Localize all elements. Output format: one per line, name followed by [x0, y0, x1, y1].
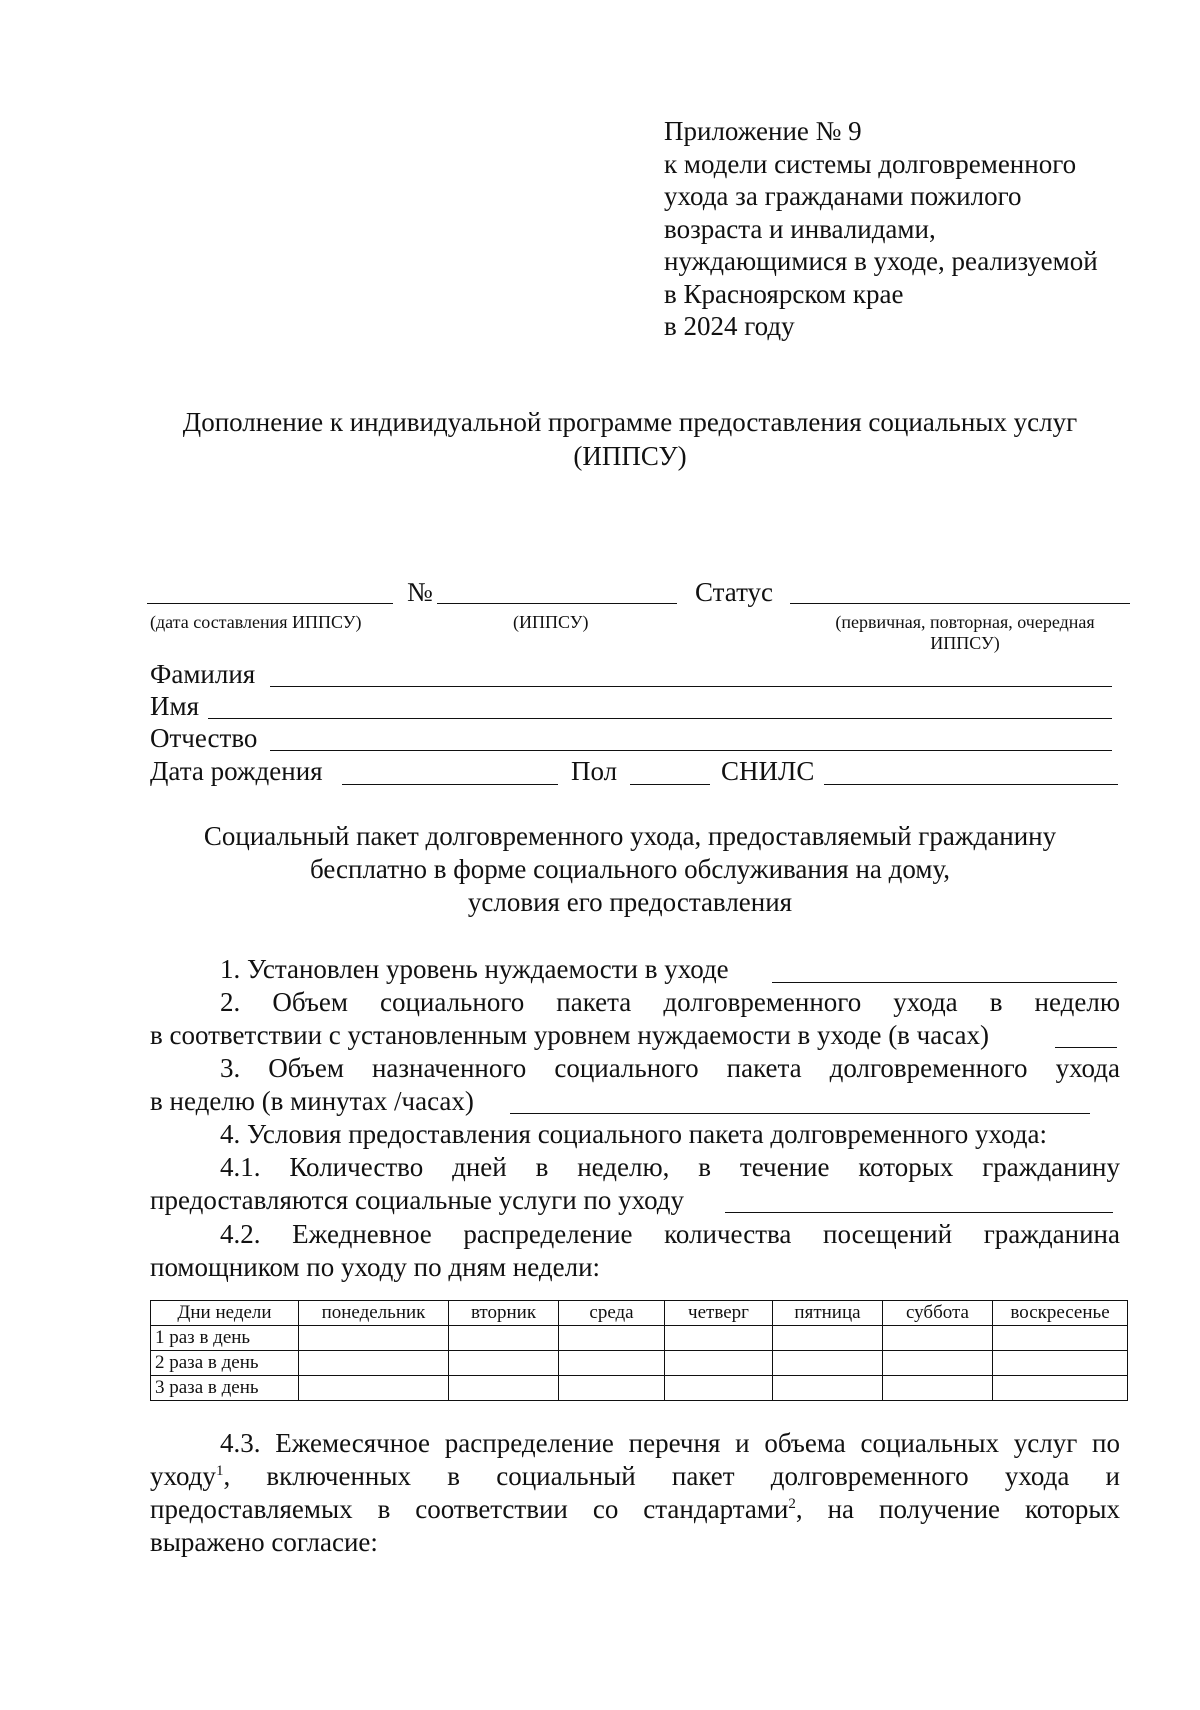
date-field[interactable]: [147, 603, 393, 604]
item-4-text: 4. Условия предоставления социального пакета долговременного ухода:: [220, 1119, 1047, 1149]
table-cell[interactable]: [993, 1376, 1128, 1401]
table-cell[interactable]: [665, 1376, 773, 1401]
table-row: [151, 1326, 1128, 1351]
item-4-3-line2-a: уходу: [150, 1461, 216, 1491]
table-header-cell: воскресенье: [993, 1301, 1128, 1326]
item-4-3-line2: [150, 1460, 1120, 1493]
table-header-cell: Дни недели: [151, 1301, 299, 1326]
ippsu-caption: (ИППСУ): [513, 612, 589, 632]
table-cell[interactable]: [299, 1376, 449, 1401]
table-cell[interactable]: [883, 1326, 993, 1351]
sex-field[interactable]: [630, 784, 710, 785]
table-cell[interactable]: [773, 1351, 883, 1376]
table-cell[interactable]: [665, 1326, 773, 1351]
table-row: [151, 1376, 1128, 1401]
item-4-3-line1: [152, 1427, 1120, 1460]
section-title-line3: условия его предоставления: [467, 887, 793, 917]
item-4-3-line3-a: предоставляемых в соответствии со стандартами: [150, 1494, 789, 1524]
row-label: 1 раз в день: [151, 1326, 299, 1351]
patronymic-field[interactable]: [270, 750, 1112, 751]
item-3-line2: в неделю (в минутах /часах): [150, 1086, 474, 1116]
item-4-3-line3-b: , на получение которых: [795, 1494, 1120, 1524]
section-title-line1: Социальный пакет долговременного ухода, предоставляемый гражданину: [203, 821, 1057, 851]
item-4-2-line1-text: 4.2. Ежедневное распределение количества посещений гражданина: [220, 1219, 1120, 1249]
item-2-line1: [152, 986, 1120, 1019]
table-header-cell: вторник: [449, 1301, 559, 1326]
document-title-line1: Дополнение к индивидуальной программе предоставления социальных услуг: [182, 407, 1078, 437]
weekly-visits-table: [150, 1300, 1128, 1401]
item-4-3-line3: [150, 1493, 1120, 1526]
appendix-line: в Красноярском крае: [664, 278, 904, 309]
appendix-line: возраста и инвалидами,: [664, 213, 936, 244]
table-cell[interactable]: [773, 1376, 883, 1401]
patronymic-label: Отчество: [150, 723, 258, 753]
appendix-line: к модели системы долговременного: [664, 148, 1077, 179]
surname-field[interactable]: [270, 686, 1112, 687]
table-header-cell: среда: [559, 1301, 665, 1326]
item-4-3-line4: выражено согласие:: [150, 1527, 378, 1557]
footnote-1-marker: 1: [215, 1463, 224, 1479]
table-cell[interactable]: [559, 1351, 665, 1376]
table-cell[interactable]: [993, 1351, 1128, 1376]
table-header-cell: четверг: [665, 1301, 773, 1326]
item-3-line1-text: 3. Объем назначенного социального пакета долговременного ухода: [220, 1053, 1120, 1083]
weekly-hours-field[interactable]: [1055, 1047, 1117, 1048]
status-caption-line1: (первичная, повторная, очередная: [835, 612, 1095, 632]
item-4-1-line1-text: 4.1. Количество дней в неделю, в течение которых гражданину: [220, 1152, 1120, 1182]
status-label: Статус: [695, 577, 773, 607]
item-4-3-line2-b: , включенных в социальный пакет долговременного ухода и: [223, 1461, 1120, 1491]
table-cell[interactable]: [883, 1376, 993, 1401]
row-label: 2 раза в день: [151, 1351, 299, 1376]
item-2-line2: в соответствии с установленным уровнем нуждаемости в уходе (в часах): [150, 1020, 990, 1050]
name-field[interactable]: [208, 718, 1112, 719]
appendix-line: Приложение № 9: [664, 116, 862, 146]
table-cell[interactable]: [883, 1351, 993, 1376]
appendix-line: в 2024 году: [664, 311, 795, 341]
item-1-text: 1. Установлен уровень нуждаемости в уходе: [220, 954, 729, 984]
snils-label: СНИЛС: [721, 756, 815, 786]
section-title-line2: бесплатно в форме социального обслуживания на дому,: [309, 854, 951, 884]
document-title: [140, 405, 1120, 473]
item-4-1-line1: [152, 1151, 1120, 1184]
item-4-2-line1: [152, 1218, 1120, 1251]
status-field[interactable]: [790, 603, 1130, 604]
item-2-line1-text: 2. Объем социального пакета долговременного ухода в неделю: [220, 987, 1120, 1017]
status-caption: [815, 612, 1115, 654]
name-label: Имя: [150, 691, 200, 721]
table-cell[interactable]: [449, 1351, 559, 1376]
appendix-line: ухода за гражданами пожилого: [664, 181, 1022, 211]
table-header-cell: понедельник: [299, 1301, 449, 1326]
sex-label: Пол: [571, 756, 618, 786]
row-label: 3 раза в день: [151, 1376, 299, 1401]
days-per-week-field[interactable]: [725, 1212, 1113, 1213]
item-3-line1: [152, 1052, 1120, 1085]
date-caption: (дата составления ИППСУ): [150, 612, 362, 632]
table-row: [151, 1351, 1128, 1376]
status-caption-line2: ИППСУ): [930, 633, 1000, 653]
table-cell[interactable]: [299, 1326, 449, 1351]
table-header-cell: суббота: [883, 1301, 993, 1326]
surname-label: Фамилия: [150, 659, 256, 689]
ippsu-number-field[interactable]: [437, 603, 677, 604]
table-cell[interactable]: [299, 1351, 449, 1376]
table-header-cell: пятница: [773, 1301, 883, 1326]
appendix-header: [664, 115, 1164, 343]
item-4-2-line2: помощником по уходу по дням недели:: [150, 1252, 601, 1282]
assigned-volume-field[interactable]: [510, 1113, 1090, 1114]
birthdate-field[interactable]: [342, 784, 558, 785]
table-cell[interactable]: [773, 1326, 883, 1351]
document-title-line2: (ИППСУ): [573, 441, 687, 471]
item-4-1-line2: предоставляются социальные услуги по уходу: [150, 1185, 685, 1215]
table-cell[interactable]: [559, 1326, 665, 1351]
snils-field[interactable]: [824, 784, 1118, 785]
table-cell[interactable]: [559, 1376, 665, 1401]
footnote-2-marker: 2: [788, 1496, 796, 1512]
table-cell[interactable]: [449, 1326, 559, 1351]
table-cell[interactable]: [449, 1376, 559, 1401]
table-header-row: [151, 1301, 1128, 1326]
number-sign: №: [407, 577, 433, 607]
section-title: [140, 820, 1120, 919]
table-cell[interactable]: [993, 1326, 1128, 1351]
appendix-line: нуждающимися в уходе, реализуемой: [664, 246, 1098, 276]
table-cell[interactable]: [665, 1351, 773, 1376]
need-level-field[interactable]: [772, 982, 1117, 983]
birthdate-label: Дата рождения: [150, 756, 323, 786]
item-4-3-line1-text: 4.3. Ежемесячное распределение перечня и объема социальных услуг по: [220, 1428, 1120, 1458]
